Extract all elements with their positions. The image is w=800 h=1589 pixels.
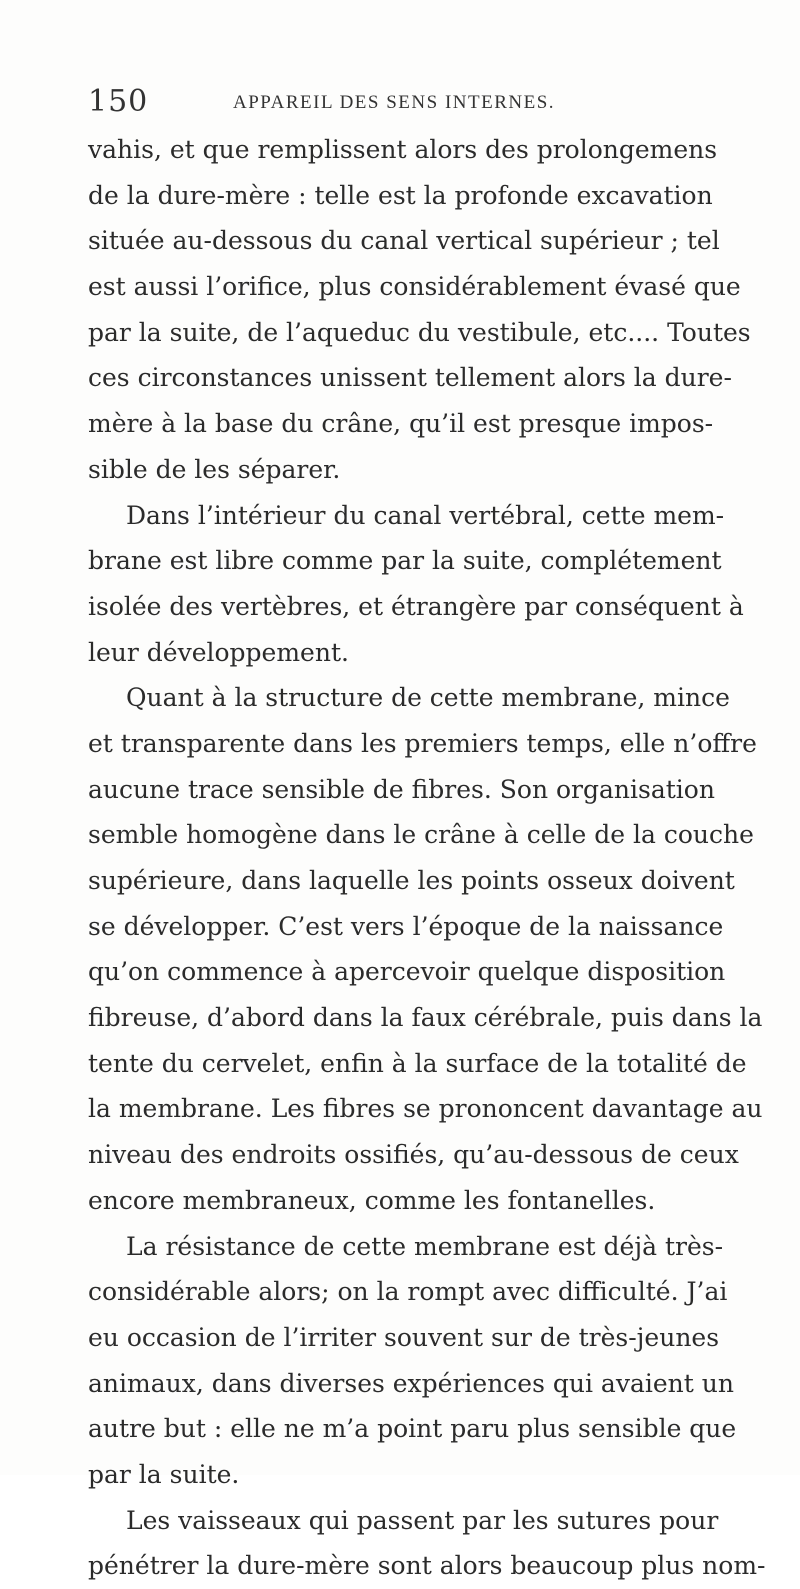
text-line: mère à la base du crâne, qu’il est presque impos- [88,409,714,439]
text-line: pénétrer la dure-mère sont alors beaucoup plus nom- [88,1551,766,1581]
text-line: animaux, dans diverses expériences qui avaient un [88,1368,734,1398]
text-line: par la suite, de l’aqueduc du vestibule, etc.... Toutes [88,317,751,347]
text-line: considérable alors; on la rompt avec difficulté. J’ai [88,1277,728,1307]
text-line: tente du cervelet, enfin à la surface de la totalité de [88,1048,747,1078]
text-line: leur développement. [88,637,349,667]
text-line: aucune trace sensible de fibres. Son organisation [88,774,715,804]
text-line: semble homogène dans le crâne à celle de la couche [88,820,754,850]
text-line: située au-dessous du canal vertical supérieur ; tel [88,226,720,256]
text-line: supérieure, dans laquelle les points osseux doivent [88,866,735,895]
text-line: la membrane. Les fibres se prononcent davantage au [88,1094,763,1124]
text-line: est aussi l’orifice, plus considérablement évasé que [88,272,741,302]
running-head [88,84,708,124]
page-number: 150 [88,84,149,119]
paragraph-start-line: Les vaisseaux qui passent par les sutures pour [126,1505,719,1535]
text-line: brane est libre comme par la suite, complétement [88,546,722,576]
text-line: qu’on commence à apercevoir quelque disposition [88,957,726,987]
text-line: encore membraneux, comme les fontanelles. [88,1185,656,1215]
text-line: isolée des vertèbres, et étrangère par conséquent à [88,591,744,621]
text-line: se développer. C’est vers l’époque de la naissance [88,911,724,941]
paragraph-start-line: Quant à la structure de cette membrane, mince [126,683,730,713]
text-line: autre but : elle ne m’a point paru plus sensible que [88,1414,737,1444]
text-line: sible de les séparer. [88,454,341,484]
running-title: APPAREIL DES SENS INTERNES. [233,92,556,113]
paragraph-start-line: La résistance de cette membrane est déjà très- [126,1231,724,1261]
text-line: ces circonstances unissent tellement alors la dure- [88,363,732,393]
paragraph-start-line: Dans l’intérieur du canal vertébral, cette mem- [126,500,725,530]
body-text [88,127,766,1589]
text-line: de la dure-mère : telle est la profonde excavation [88,180,713,210]
text-line: par la suite. [88,1459,240,1489]
text-line: vahis, et que remplissent alors des prolongemens [88,135,718,164]
text-line: fibreuse, d’abord dans la faux cérébrale, puis dans la [88,1003,763,1033]
text-line: niveau des endroits ossifiés, qu’au-dessous de ceux [88,1140,739,1170]
text-line: et transparente dans les premiers temps, elle n’offre [88,728,757,758]
text-line: eu occasion de l’irriter souvent sur de très-jeunes [88,1322,720,1352]
